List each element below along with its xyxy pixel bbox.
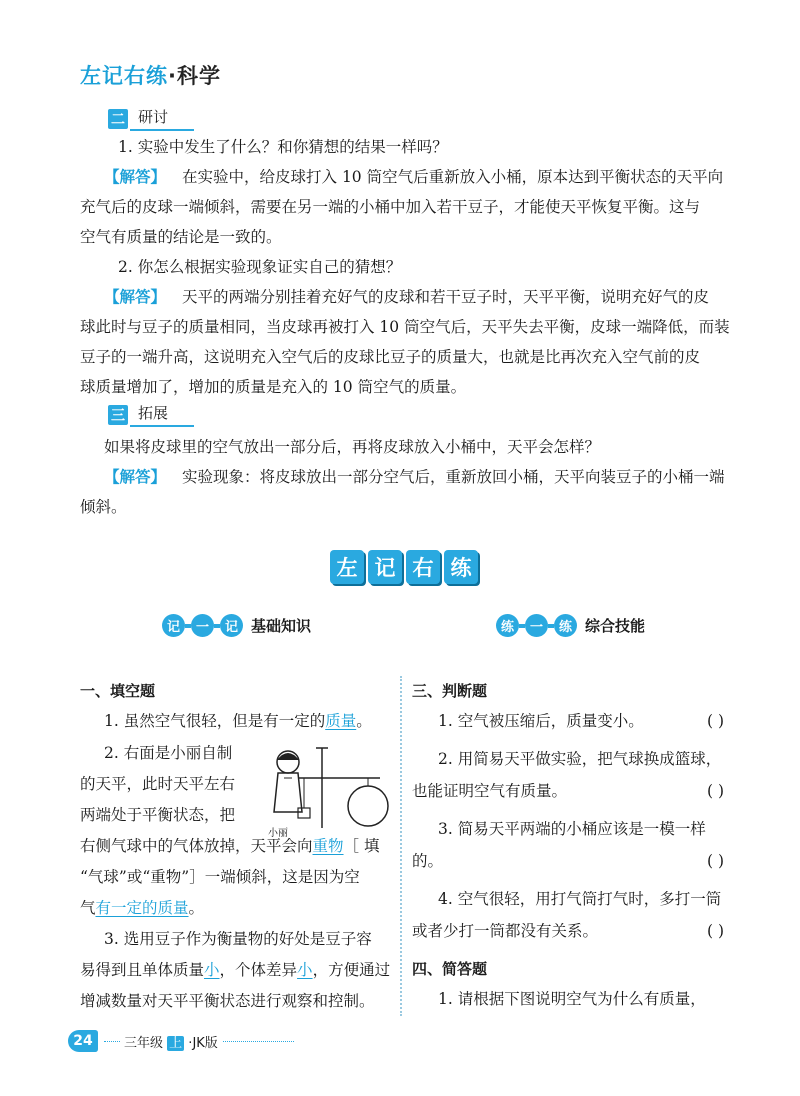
judge-2-line-2: 也能证明空气有质量。 ( ) (412, 776, 724, 806)
section-tag-expand (108, 402, 194, 427)
section-tag-discuss (108, 106, 194, 131)
answer-1-line-2: 充气后的皮球一端倾斜，需要在另一端的小桶中加入若干豆子，才能使天平恢复平衡。这与 (80, 198, 701, 216)
answer-tag: 【解答】 (104, 468, 167, 486)
answer-paren: ( ) (706, 922, 724, 940)
answer-1-line-1: 【解答】 在实验中，给皮球打入 10 筒空气后重新放入小桶，原本达到平衡状态的天平向 (104, 168, 724, 186)
pill-char: 练 (554, 614, 577, 637)
fill-q3-line-2: 易得到且单体质量小，个体差异小，方便通过 (80, 961, 391, 979)
footer-grade-info: 三年级 上 ·JK版 (120, 1032, 222, 1051)
short-answer-q1: 1. 请根据下图说明空气为什么有质量， (438, 990, 706, 1008)
column-divider (400, 676, 402, 1016)
term-badge: 上 (169, 1036, 183, 1051)
answer-paren: ( ) (706, 782, 724, 800)
figure-caption: 小丽 (268, 828, 288, 839)
fill-q2-line-2: 的天平，此时天平左右 (80, 775, 236, 793)
answer-paren: ( ) (706, 712, 724, 730)
section-label: 研讨 (130, 106, 194, 131)
fill-answer: 有一定的质量 (95, 899, 189, 917)
fill-q2-line-6: 气有一定的质量。 (80, 899, 205, 917)
pill-char: 记 (220, 614, 243, 637)
brand-title: 左记右练 (80, 64, 168, 88)
section-number: 三 (108, 405, 128, 425)
page-header (80, 60, 221, 90)
banner-char: 右 (406, 550, 440, 584)
fill-q3-line-1: 3. 选用豆子作为衡量物的好处是豆子容 (104, 930, 372, 948)
fill-answer: 小 (204, 961, 220, 979)
fill-q1: 1. 虽然空气很轻，但是有一定的质量。 (104, 712, 372, 730)
pill-char: 一 (525, 614, 548, 637)
fill-q2-line-4: 右侧气球中的气体放掉，天平会向重物［ 填 (80, 837, 380, 855)
banner-char: 记 (368, 550, 402, 584)
answer-paren: ( ) (706, 852, 724, 870)
judge-heading: 三、判断题 (412, 682, 488, 700)
pill-title: 综合技能 (585, 617, 646, 635)
section-number: 二 (108, 109, 128, 129)
answer-2-line-2: 球此时与豆子的质量相同，当皮球再被打入 10 筒空气后，天平失去平衡，皮球一端降低，而装 (80, 318, 730, 336)
judge-2-line-1: 2. 用简易天平做实验，把气球换成篮球， (438, 750, 722, 768)
exercise-banner (330, 550, 478, 584)
pill-title: 基础知识 (251, 617, 312, 635)
subject-title: 科学 (176, 64, 221, 88)
pill-char: 练 (496, 614, 519, 637)
short-answer-heading: 四、简答题 (412, 960, 488, 978)
girl-balance-illustration (262, 740, 392, 830)
answer-2-line-3: 豆子的一端升高，这说明充入空气后的皮球比豆子的质量大，也就是比再次充入空气前的皮 (80, 348, 701, 366)
answer-3-line-1: 【解答】 实验现象：将皮球放出一部分空气后，重新放回小桶，天平向装豆子的小桶一端 (104, 468, 725, 486)
fill-q2-line-3: 两端处于平衡状态，把 (80, 806, 236, 824)
fill-answer: 质量 (325, 712, 357, 730)
judge-3-line-1: 3. 简易天平两端的小桶应该是一模一样 (438, 820, 706, 838)
header-separator: · (168, 64, 177, 88)
judge-3-line-2: 的。 ( ) (412, 846, 724, 876)
fill-q3-line-3: 增减数量对天平平衡状态进行观察和控制。 (80, 992, 375, 1010)
pill-char: 记 (162, 614, 185, 637)
question-2: 2. 你怎么根据实验现象证实自己的猜想？ (118, 258, 402, 276)
fill-heading: 一、填空题 (80, 682, 156, 700)
question-1: 1. 实验中发生了什么？和你猜想的结果一样吗？ (118, 138, 448, 156)
basic-knowledge-label (162, 614, 311, 637)
pill-char: 一 (191, 614, 214, 637)
question-3: 如果将皮球里的空气放出一部分后，再将皮球放入小桶中，天平会怎样？ (104, 438, 601, 456)
judge-4-line-1: 4. 空气很轻，用打气筒打气时，多打一筒 (438, 890, 722, 908)
answer-3-line-2: 倾斜。 (80, 498, 127, 516)
judge-1: 1. 空气被压缩后，质量变小。 ( ) (438, 706, 724, 736)
answer-1-line-3: 空气有质量的结论是一致的。 (80, 228, 282, 246)
banner-char: 练 (444, 550, 478, 584)
fill-answer: 重物 (312, 837, 344, 855)
answer-tag: 【解答】 (104, 288, 167, 306)
judge-4-line-2: 或者少打一筒都没有关系。 ( ) (412, 916, 724, 946)
answer-tag: 【解答】 (104, 168, 167, 186)
page-number: 24 (68, 1030, 98, 1052)
answer-2-line-4: 球质量增加了，增加的质量是充入的 10 筒空气的质量。 (80, 378, 467, 396)
balance-figure (262, 740, 392, 840)
fill-answer: 小 (297, 961, 313, 979)
fill-q2-line-1: 2. 右面是小丽自制 (104, 744, 233, 762)
answer-2-line-1: 【解答】 天平的两端分别挂着充好气的皮球和若干豆子时，天平平衡，说明充好气的皮 (104, 288, 710, 306)
banner-char: 左 (330, 550, 364, 584)
integrated-skills-label (496, 614, 645, 637)
fill-q2-line-5: “气球”或“重物”］一端倾斜，这是因为空 (80, 868, 360, 886)
section-label: 拓展 (130, 402, 194, 427)
